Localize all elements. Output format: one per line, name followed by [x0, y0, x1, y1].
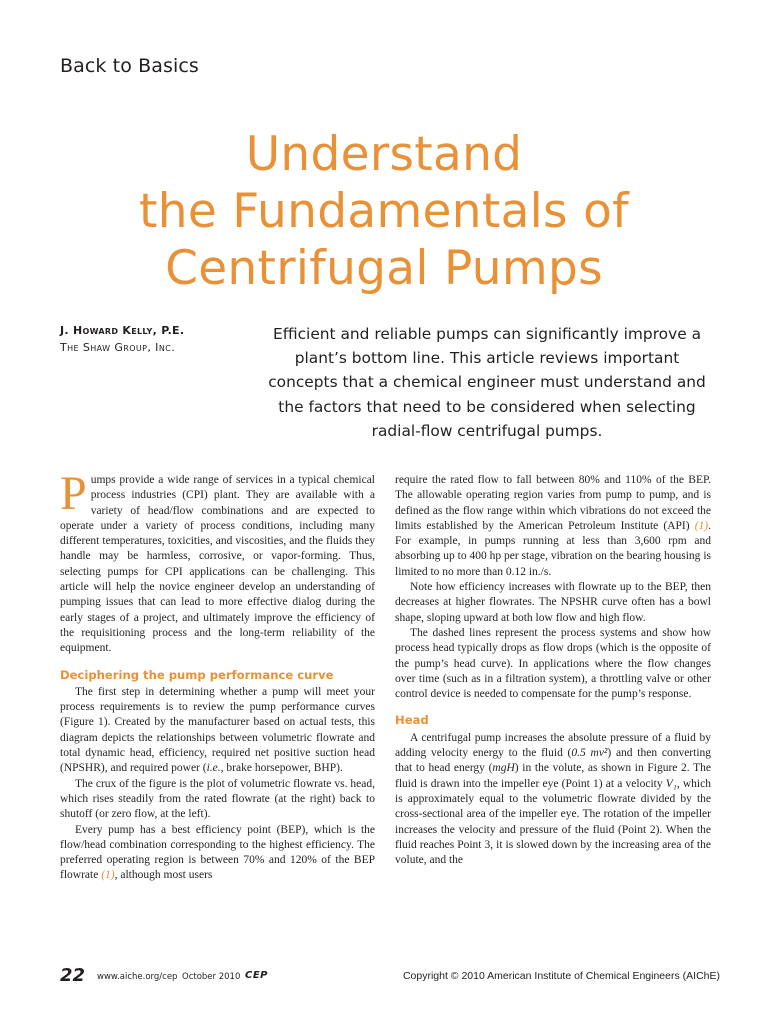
body-paragraph: The dashed lines represent the process systems and show how process head typically drops as flow drops (which is the opposite of the pump’s head curve). In applications where the flow changes over time (such as in a filtration system), a throttling valve or other control device is needed to compensate for the pump’s response. [395, 626, 711, 701]
title-line-2: the Fundamentals of [139, 184, 629, 239]
article-title [0, 126, 768, 297]
section-heading-head: Head [395, 713, 429, 728]
section-heading-performance-curve: Deciphering the pump performance curve [60, 667, 334, 682]
body-paragraph: The crux of the figure is the plot of volumetric flowrate vs. head, which rises steadily from the rated flowrate (at the right) back to shutoff (or zero flow, at the left). [60, 777, 375, 821]
body-column-left [60, 467, 375, 884]
body-paragraph: Every pump has a best efficiency point (BEP), which is the flow/head combination corresponding to the highest efficiency. The preferred operating region is between 70% and 120% of the BEP flowrate (1), although most users [60, 823, 375, 882]
drop-cap: P [60, 467, 87, 520]
author-affiliation: The Shaw Group, Inc. [60, 341, 176, 354]
reference-link[interactable]: (1) [694, 519, 709, 532]
journal-logo: CEP [245, 970, 268, 981]
footer-url[interactable]: www.aiche.org/cep [97, 972, 178, 982]
reference-link[interactable]: (1) [101, 869, 115, 882]
intro-paragraph: Pumps provide a wide range of services in a typical chemical process industries (CPI) plant. They are available with a variety of head/flow combinations and are expected to operate under a variety of process conditions, including many different temperatures, toxicities, and viscosities, and the fluids they handle may be harmless, corrosive, or vapor-forming. Thus, selecting pumps for CPI applications can be challenging. This article will help the novice engineer develop an understanding of pumping issues that can lead to more effective dialog during the early stages of a project, and ultimately improve the efficiency of the requisitioning process and the long-term reliability of the equipment. [60, 467, 375, 655]
page-footer [60, 965, 720, 987]
author-name: J. Howard Kelly, P.E. [60, 324, 185, 337]
velocity-symbol: V₁ [665, 777, 677, 790]
body-paragraph: The first step in determining whether a pump will meet your process requirements is to review the pump performance curves (Figure 1). Created by the manufacturer based on actual tests, this diagram depicts the relationships between volumetric flowrate and total dynamic head, efficiency, required net positive suction head (NPSHR), and required power (i.e., brake horsepower, BHP). [60, 685, 375, 775]
body-paragraph: require the rated flow to fall between 80% and 110% of the BEP. The allowable operating region varies from pump to pump, and is defined as the flow range within which vibrations do not exceed the limits established by the American Petroleum Institute (API) (1). For example, in pumps running at less than 3,600 rpm and absorbing up to 400 hp per stage, vibration on the bearing housing is limited to no more than 0.12 in./s. [395, 474, 711, 578]
copyright-notice: Copyright © 2010 American Institute of Chemical Engineers (AIChE) [402, 970, 720, 982]
body-column-right [395, 473, 711, 868]
formula-kinetic-energy: 0.5 mv² [571, 747, 608, 760]
page-number: 22 [60, 965, 86, 986]
formula-head-energy: mgH [492, 762, 515, 775]
title-line-3: Centrifugal Pumps [165, 241, 603, 296]
department-kicker: Back to Basics [60, 55, 199, 77]
footer-issue-date: October 2010 [182, 972, 241, 982]
body-paragraph: A centrifugal pump increases the absolute pressure of a fluid by adding velocity energy to the fluid (0.5 mv²) and then converting that to head energy (mgH) in the volute, as shown in Figure 2. The fluid is drawn into the impeller eye (Point 1) at a velocity V₁, which is approximately equal to the volumetric flowrate divided by the cross-sectional area of the impeller eye. The rotation of the impeller increases the velocity and pressure of the fluid (Point 2). When the fluid reaches Point 3, it is slowed down by the increasing area of the volute, and the [395, 731, 712, 867]
title-line-1: Understand [245, 127, 523, 182]
article-dek: Efficient and reliable pumps can significantly improve a plant’s bottom line. This article reviews important concepts that a chemical engineer must understand and the factors that need to be considered when selecting radial-flow centrifugal pumps. [268, 325, 706, 440]
byline [60, 322, 184, 356]
body-paragraph: Note how efficiency increases with flowrate up to the BEP, then decreases at higher flowrates. The NPSHR curve often has a bowl shape, sloping upward at both low flow and high flow. [395, 581, 711, 624]
